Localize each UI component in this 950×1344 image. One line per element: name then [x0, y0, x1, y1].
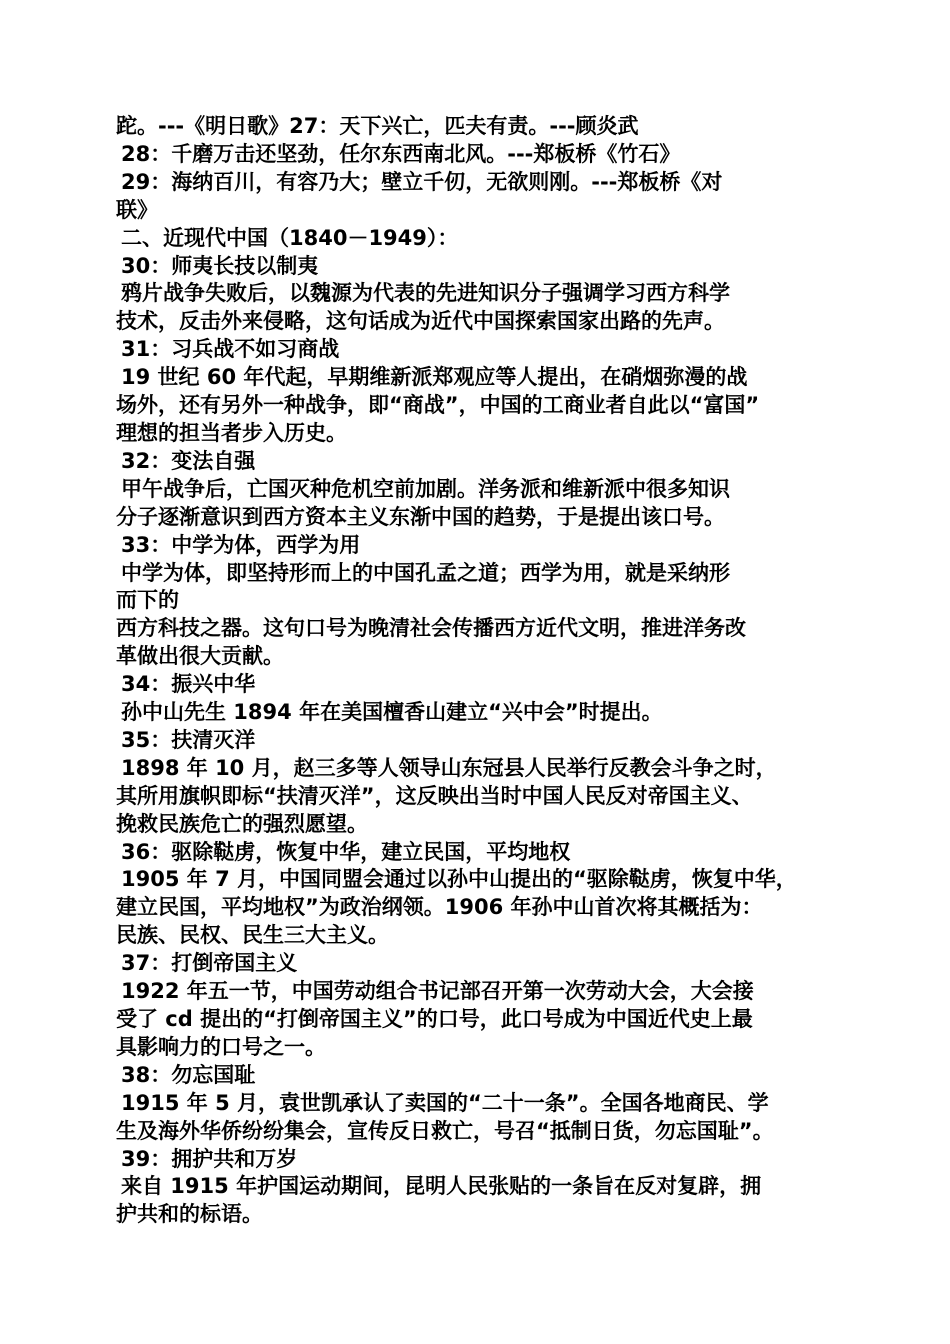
text-line: 来自 1915 年护国运动期间，昆明人民张贴的一条旨在反对复辟，拥	[121, 1174, 762, 1199]
item-heading: 36：驱除鞑虏，恢复中华，建立民国，平均地权	[121, 839, 571, 864]
text-line: 技术，反击外来侵略，这句话成为近代中国探索国家出路的先声。	[116, 309, 725, 334]
text-line: 孙中山先生 1894 年在美国檀香山建立“兴中会”时提出。	[121, 700, 663, 725]
text-line: 革做出很大贡献。	[116, 644, 284, 669]
item-heading: 38：勿忘国耻	[121, 1062, 256, 1087]
text-line: 跎。---《明日歌》27：天下兴亡，匹夫有责。---顾炎武	[116, 114, 639, 138]
text-line: 生及海外华侨纷纷集会，宣传反日救亡，号召“抵制日货，勿忘国耻”。	[116, 1118, 774, 1143]
text-line: 受了 cd 提出的“打倒帝国主义”的口号，此口号成为中国近代史上最	[116, 1007, 753, 1031]
item-heading: 35：扶清灭洋	[121, 727, 256, 752]
text-line: 1905 年 7 月，中国同盟会通过以孙中山提出的“驱除鞑虏，恢复中华，	[121, 867, 797, 892]
item-heading: 33：中学为体，西学为用	[121, 532, 361, 557]
text-line: 1915 年 5 月，袁世凯承认了卖国的“二十一条”。全国各地商民、学	[121, 1090, 769, 1115]
text-line: 1922 年五一节，中国劳动组合书记部召开第一次劳动大会，大会接	[121, 979, 754, 1004]
text-line: 28：千磨万击还坚劲，任尔东西南北风。---郑板桥《竹石》	[121, 141, 681, 166]
text-line: 联》	[116, 197, 158, 222]
text-line: 民族、民权、民生三大主义。	[116, 923, 389, 948]
text-line: 甲午战争后，亡国灭种危机空前加剧。洋务派和维新派中很多知识	[121, 476, 730, 501]
document-page	[116, 113, 856, 1229]
text-line: 分子逐渐意识到西方资本主义东渐中国的趋势，于是提出该口号。	[116, 504, 725, 529]
text-line: 理想的担当者步入历史。	[116, 420, 347, 445]
text-line: 具影响力的口号之一。	[116, 1034, 326, 1059]
section-heading: 二、近现代中国（1840－1949）：	[121, 225, 459, 250]
text-line: 场外，还有另外一种战争，即“商战”，中国的工商业者自此以“富国”	[116, 393, 760, 418]
item-heading: 34：振兴中华	[121, 672, 256, 697]
text-line: 29：海纳百川，有容乃大；壁立千仞，无欲则刚。---郑板桥《对	[121, 169, 723, 194]
item-heading: 39：拥护共和万岁	[121, 1146, 298, 1171]
text-line: 1898 年 10 月，赵三多等人领导山东冠县人民举行反教会斗争之时，	[121, 755, 777, 780]
text-line: 而下的	[116, 588, 179, 613]
text-line: 中学为体，即坚持形而上的中国孔孟之道；西学为用，就是采纳形	[121, 560, 730, 585]
text-line: 建立民国，平均地权”为政治纲领。1906 年孙中山首次将其概括为：	[116, 895, 763, 920]
item-heading: 37：打倒帝国主义	[121, 951, 298, 976]
text-line: 挽救民族危亡的强烈愿望。	[116, 811, 368, 836]
item-heading: 30：师夷长技以制夷	[121, 253, 319, 278]
text-line: 西方科技之器。这句口号为晚清社会传播西方近代文明，推进洋务改	[116, 616, 746, 641]
text-line: 19 世纪 60 年代起，早期维新派郑观应等人提出，在硝烟弥漫的战	[121, 365, 748, 390]
text-line: 鸦片战争失败后，以魏源为代表的先进知识分子强调学习西方科学	[121, 281, 730, 306]
item-heading: 32：变法自强	[121, 448, 256, 473]
text-line: 护共和的标语。	[116, 1202, 263, 1227]
text-line: 其所用旗帜即标“扶清灭洋”，这反映出当时中国人民反对帝国主义、	[116, 783, 753, 808]
item-heading: 31：习兵战不如习商战	[121, 337, 340, 362]
